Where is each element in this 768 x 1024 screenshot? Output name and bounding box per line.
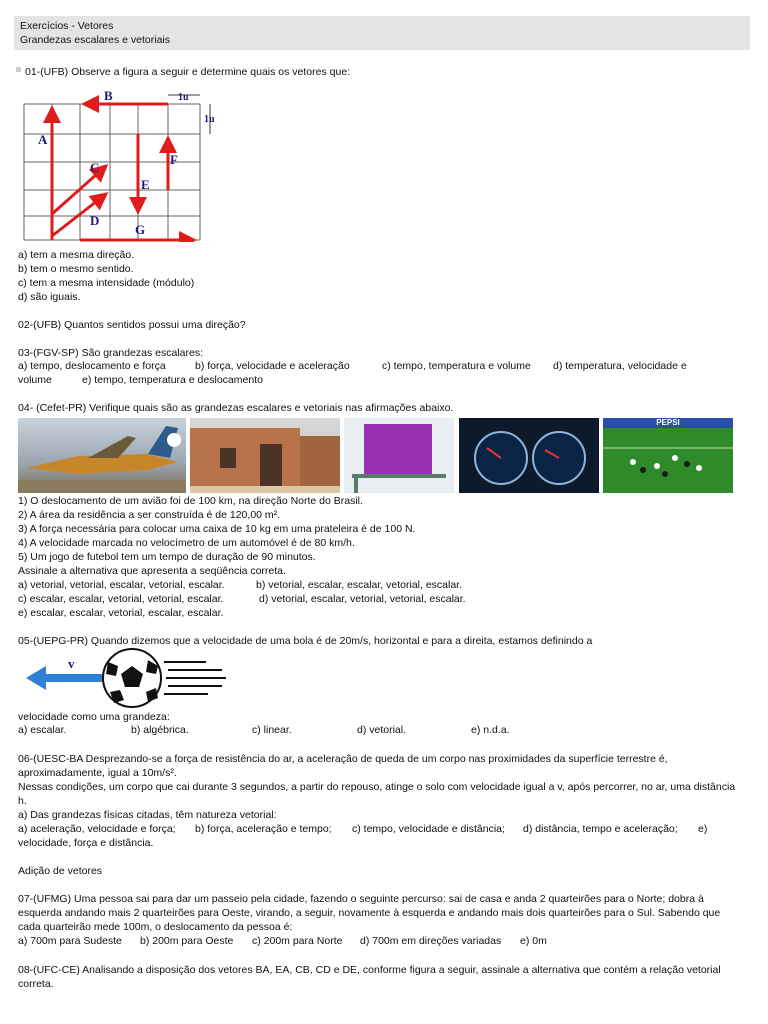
vector-label-g: G (135, 222, 146, 237)
q3-option-c: c) tempo, temperatura e volume (382, 360, 531, 372)
q6-option-a: a) aceleração, velocidade e força; (18, 823, 176, 835)
q6-option-c: c) tempo, velocidade e distância; (352, 823, 505, 835)
q7-option-a: a) 700m para Sudeste (18, 935, 122, 947)
question-8-line-1: 08-(UFC-CE) Analisando a disposição dos vetores BA, EA, CB, CD e DE, conforme figura a seguir, assinale a alternativa que contém a relação vetorial (18, 964, 721, 976)
question-1-text: 01-(UFB) Observe a figura a seguir e determine quais os vetores que: (25, 66, 351, 78)
vector-label-c: C (90, 160, 100, 175)
unit-label-horizontal: 1u (178, 92, 189, 103)
q4-statement-1: 1) O deslocamento de um avião foi de 100 km, na direção Norte do Brasil. (18, 495, 363, 507)
q3-option-a: a) tempo, deslocamento e força (18, 360, 166, 372)
q3-option-b: b) força, velocidade e aceleração (195, 360, 350, 372)
question-6-line-1: 06-(UESC-BA Desprezando-se a força de resistência do ar, a aceleração de queda de um corpo nas proximidades da superfície terrestre é, (18, 753, 668, 765)
question-7-line-2: esquerda andando mais 2 quarteirões para Oeste, virando, a seguir, novamente à esquerda e andando mais dois quarteirões para o Sul. Sabendo que (18, 907, 721, 919)
q6-option-e-cont: velocidade, força e distância. (18, 837, 154, 849)
q5-option-e: e) n.d.a. (471, 724, 510, 736)
q5-option-d: d) vetorial. (357, 724, 407, 736)
jet-image (18, 418, 186, 493)
question-6-subquestion: a) Das grandezas físicas citadas, têm natureza vetorial: (18, 809, 277, 821)
house-construction-image (190, 418, 340, 493)
question-5-text: 05-(UEPG-PR) Quando dizemos que a velocidade de uma bola é de 20m/s, horizontal e para a direita, estamos definindo a (18, 635, 593, 647)
pepsi-ad-banner: PEPSI (603, 418, 733, 428)
box-on-shelf-image (344, 418, 454, 493)
q5-option-a: a) escalar. (18, 724, 67, 736)
question-4-text: 04- (Cefet-PR) Verifique quais são as grandezas escalares e vetoriais nas afirmações abaixo. (18, 402, 454, 414)
section-heading-vector-addition: Adição de vetores (18, 865, 103, 877)
q3-option-d: d) temperatura, velocidade e (553, 360, 687, 372)
vector-grid-figure (18, 82, 218, 242)
question-6-line-2: aproximadamente, igual a 10m/s². (18, 767, 177, 779)
q4-statement-2: 2) A área da residência a ser construída é de 120,00 m². (18, 509, 281, 521)
q4-option-b: b) vetorial, escalar, escalar, vetorial, escalar. (256, 579, 463, 591)
vector-label-f: F (170, 152, 178, 167)
ball-velocity-figure (22, 648, 232, 710)
speedometer-image (459, 418, 599, 493)
soccer-game-image (603, 418, 733, 493)
question-8-line-2: correta. (18, 978, 54, 990)
q7-option-c: c) 200m para Norte (252, 935, 343, 947)
q4-statement-3: 3) A força necessária para colocar uma caixa de 10 kg em uma prateleira é de 100 N. (18, 523, 416, 535)
question-3-text: 03-(FGV-SP) São grandezas escalares: (18, 347, 204, 359)
q4-option-e: e) escalar, escalar, vetorial, escalar, escalar. (18, 607, 224, 619)
question-7-line-3: cada quarteirão mede 100m, o deslocamento da pessoa é: (18, 921, 293, 933)
vector-label-d: D (90, 213, 100, 228)
velocity-label: v (68, 656, 75, 671)
question-6-line-3: Nessas condições, um corpo que cai durante 3 segundos, a partir do repouso, atinge o solo com velocidade igual a v, após percorrer, no ar, uma distância (18, 781, 736, 793)
q6-option-e: e) (698, 823, 708, 835)
q3-option-e: e) tempo, temperatura e deslocamento (82, 374, 263, 386)
q4-option-a: a) vetorial, vetorial, escalar, vetorial, escalar. (18, 579, 225, 591)
q5-option-b: b) algébrica. (131, 724, 189, 736)
q7-option-e: e) 0m (520, 935, 547, 947)
vector-label-b: B (104, 88, 113, 103)
q1-option-b: b) tem o mesmo sentido. (18, 263, 134, 275)
q7-option-d: d) 700m em direções variadas (360, 935, 502, 947)
q6-option-b: b) força, aceleração e tempo; (195, 823, 332, 835)
q5-option-c: c) linear. (252, 724, 292, 736)
question-6-line-4: h. (18, 795, 27, 807)
q3-option-d-cont: volume (18, 374, 52, 386)
q6-option-d: d) distância, tempo e aceleração; (523, 823, 678, 835)
question-2-text: 02-(UFB) Quantos sentidos possui uma direção? (18, 319, 246, 331)
q1-option-a: a) tem a mesma direção. (18, 249, 135, 261)
question-7-line-1: 07-(UFMG) Uma pessoa sai para dar um passeio pela cidade, fazendo o seguinte percurso: sai de casa e anda 2 quarteirões para o Norte; dobra à (18, 893, 704, 905)
q1-option-c: c) tem a mesma intensidade (módulo) (18, 277, 195, 289)
question-5-text-cont: velocidade como uma grandeza: (18, 711, 170, 723)
bullet-marker (16, 67, 21, 72)
q7-option-b: b) 200m para Oeste (140, 935, 234, 947)
document-title: Exercícios - Vetores (20, 20, 114, 32)
q4-instruction: Assinale a alternativa que apresenta a seqüência correta. (18, 565, 286, 577)
q4-option-d: d) vetorial, escalar, vetorial, vetorial, escalar. (259, 593, 466, 605)
q1-option-d: d) são iguais. (18, 291, 81, 303)
unit-label-vertical: 1u (204, 114, 215, 125)
vector-label-e: E (141, 177, 150, 192)
q4-option-c: c) escalar, escalar, vetorial, vetorial, escalar. (18, 593, 224, 605)
document-subtitle: Grandezas escalares e vetoriais (20, 34, 170, 46)
q4-statement-5: 5) Um jogo de futebol tem um tempo de duração de 90 minutos. (18, 551, 316, 563)
vector-label-a: A (38, 132, 48, 147)
q4-statement-4: 4) A velocidade marcada no velocímetro de um automóvel é de 80 km/h. (18, 537, 355, 549)
document-header (14, 16, 750, 50)
